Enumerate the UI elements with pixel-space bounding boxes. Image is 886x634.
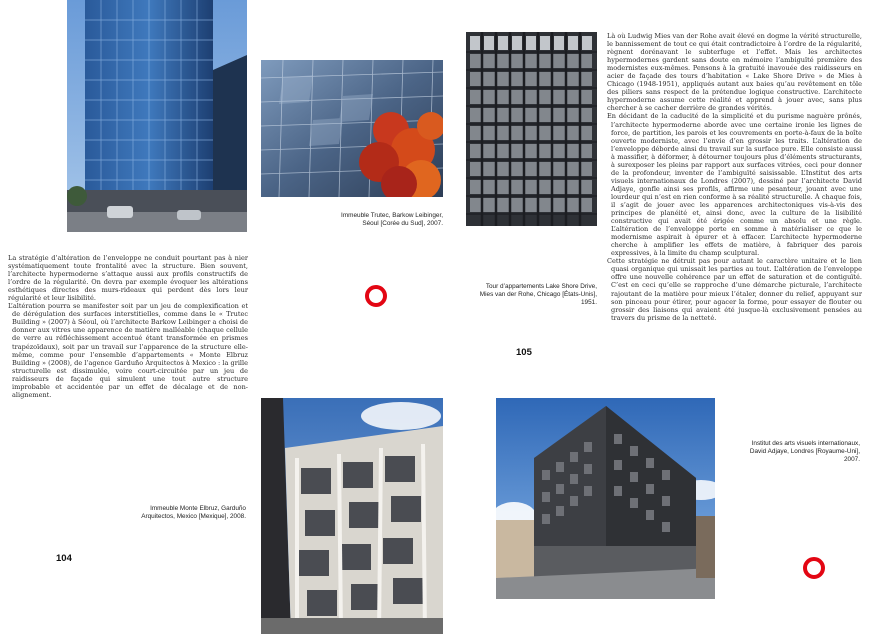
page-number-left: 104 <box>56 553 72 564</box>
caption-line: Immeuble Trutec, Barkow Leibinger, <box>341 212 443 219</box>
caption-trutec <box>261 212 443 228</box>
paragraph: Là où Ludwig Mies van der Rohe avait élevé en dogme la vérité structurelle, le bannissement de tout ce qui était contradictoire à l’ordre de la régularité, règnent dorénavant le subterfuge et l’effet. Mais les architectes hypermodernes gardent sans doute en mémoire l’ambiguïté première des modernistes eux-mêmes. Pensons à la gratuité inavouée des raidisseurs en acier de façade des tours d’habitation « Lake Shore Drive » de Mies à Chicago (1948-1951), appliqués autant aux baies qu’au revêtement en tôle des piliers sans respect de la prétendue logique constructive. L’architecte hypermoderne assume cette réalité et apprend à jouer avec, sans plus chercher à se cacher derrière de grandes vérités. <box>607 32 862 113</box>
caption-line: Séoul [Corée du Sud], 2007. <box>362 220 443 228</box>
caption-adjaye-institute <box>720 440 860 465</box>
caption-monte-elbruz <box>80 505 246 521</box>
photo-monte-elbruz <box>261 398 443 634</box>
photo-glass-tower <box>67 0 247 232</box>
paragraph: La stratégie d’altération de l’enveloppe ne conduit pourtant pas à nier systématiquement toute frontalité avec la structure. Bien souvent, l’architecte hypermoderne s’attaque aussi aux profils constructifs de l’ordre de la régularité. On devra par exemple évoquer les altérations esthétiques directes des murs-rideaux qui perdent dès lors leur régularité et leur lisibilité. <box>8 254 248 303</box>
photo-adjaye-institute <box>496 398 715 599</box>
caption-line: David Adjaye, Londres [Royaume-Uni], <box>749 448 860 456</box>
caption-lake-shore-drive <box>440 283 597 308</box>
caption-line: Arquitectos, Mexico [Mexique], 2008. <box>141 513 246 521</box>
page-number-right: 105 <box>516 347 532 358</box>
red-ring-marker <box>803 557 825 579</box>
caption-line: Mies van der Rohe, Chicago [États-Unis], <box>479 291 597 299</box>
photo-lake-shore-drive <box>466 32 597 226</box>
paragraph: En décidant de la caducité de la simplicité et du purisme naguère prônés, l’architecte hypermoderne aborde avec une certaine ironie les lignes de force, de partition, les parois et les couvrements en porte-à-faux de la boîte ouverte moderniste, avec l’envie d’en grossir les traits. L’altération de l’enveloppe déborde ainsi du travail sur la surface pure. Elle consiste aussi à massifier, à déformer, à détourner toujours plus d’éléments structurants, à surexposer les pleins par rapport aux surfaces vitrées, ceci pour donner de la profondeur, inventer de l’ambiguïté saisissable. L’Institut des arts visuels internationaux de Londres (2007), dessiné par l’architecte David Adjaye, gonfle ainsi ses profils, affirme une pesanteur, jouant avec une lourdeur qui n’est en rien conforme à sa réalité structurelle. À chaque fois, il s’agit de jouer avec les apparences architectoniques vis-à-vis des principes de planéité et, ainsi donc, avec la culture de la lisibilité constructive qui avait été érigée comme un absolu et une règle. L’altération de l’enveloppe porte en somme à matérialiser ce que le modernisme aspirait à épurer et à effacer. L’architecte hypermoderne cherche à amplifier les effets de matière, à fabriquer des parois expressives, à la limite du champ sculptural. <box>607 112 862 258</box>
paragraph: L’altération pourra se manifester soit par un jeu de complexification et de dérégulation des surfaces interstitielles, comme dans le « Trutec Building » (2007) à Séoul, où l’architecte Barkow Leibinger a choisi de donner aux vitres une apparence de matière malléable (chaque cellule de verre au réfléchissement accentué étant transformée en prismes trapézoïdaux), soit par un travail sur l’apparence de la structure elle-même, comme pour l’ensemble d’appartements « Monte Elbruz Building » (2008), de l’agence Garduño Arquitectos à Mexico : la grille structurelle est dissimulée, voire court-circuitée par un jeu de raidisseurs de façade qui simulent une tout autre structure improbable et accidentée par un effet de décalage et de non-alignement. <box>8 302 248 399</box>
caption-line: 1951. <box>581 299 597 307</box>
paragraph: Cette stratégie ne détruit pas pour autant le caractère unitaire et le lien quasi organique qui unissait les parties au tout. L’altération de l’enveloppe offre une nouvelle cohérence par un effet de saturation et de contiguïté. C’est en ceci qu’elle se rapproche d’une démarche picturale, l’architecte rajoutant de la matière pour mieux l’étaler, donner du relief, appuyant sur son pinceau pour étirer, pour agacer la forme, pour essayer de flouter ou grossir des liaisons qui avaient été jusque-là exclusivement pensées au travers du prisme de la netteté. <box>607 257 862 322</box>
caption-line: Immeuble Monte Elbruz, Garduño <box>150 505 246 512</box>
right-body-text <box>607 32 862 322</box>
photo-trutec-building <box>261 60 443 197</box>
red-ring-marker <box>365 285 387 307</box>
left-body-text <box>8 254 248 399</box>
caption-line: 2007. <box>844 456 860 464</box>
caption-line: Institut des arts visuels internationaux, <box>751 440 860 447</box>
caption-line: Tour d’appartements Lake Shore Drive, <box>485 283 597 290</box>
